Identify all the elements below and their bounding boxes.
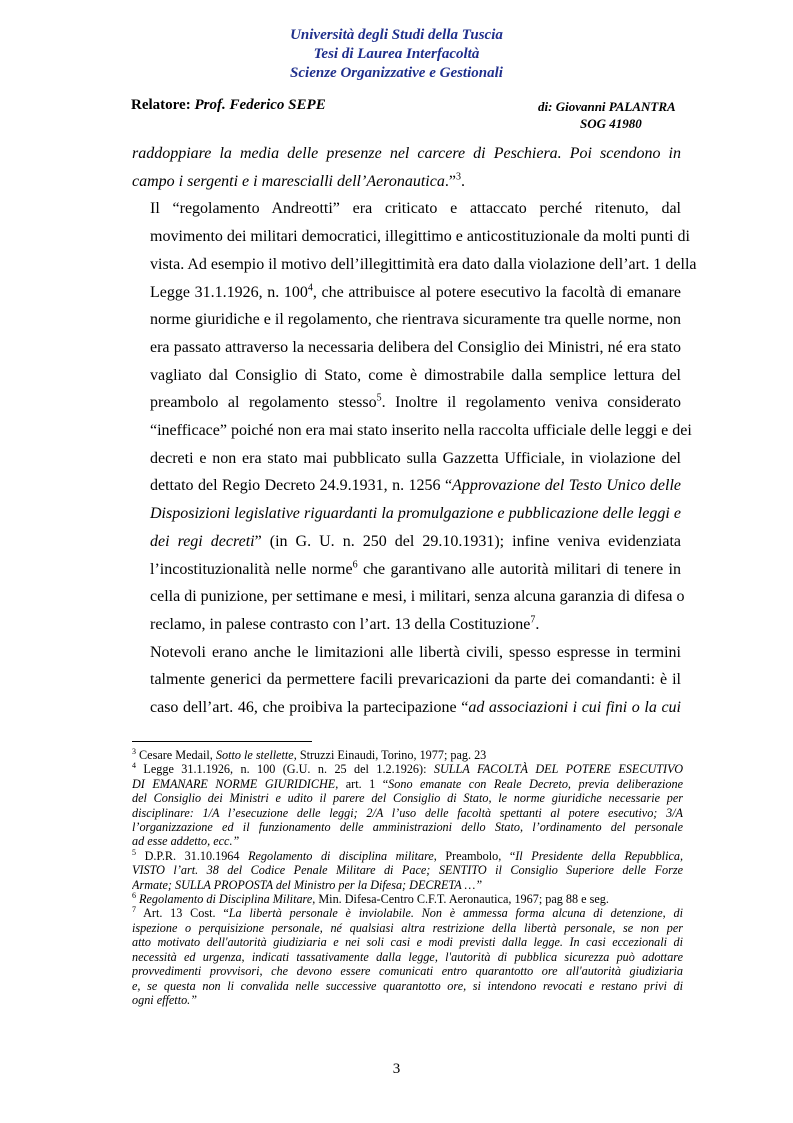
footnote-ref-7: 7 — [530, 614, 536, 626]
page-number: 3 — [392, 1061, 401, 1077]
text-line: Il “regolamento Andreotti” era criticato e attaccato perché ritenuto, dal — [150, 200, 681, 218]
author-block — [538, 98, 676, 132]
author-name: di: Giovanni PALANTRA — [538, 99, 676, 114]
footnote-5: $^5$ D.P.R. 31.10.1964 Regolamento di disciplina militare, Preambolo, “Il Presidente della Repubblica, — [132, 848, 683, 863]
footnote-3: $^3$ Cesare Medail, Sotto le stellette, Struzzi Einaudi, Torino, 1977; pag. 23 — [132, 748, 487, 762]
text-line: caso dell’art. 46, che proibiva la partecipazione “ad associazioni i cui fini o la cui — [150, 699, 681, 717]
text-line: vista. Ad esempio il motivo dell’illegittimità era dato dalla violazione dell’art. 1 della — [150, 255, 697, 273]
text-line: dettato del Regio Decreto 24.9.1931, n. 1256 “Approvazione del Testo Unico delle — [150, 477, 681, 495]
text-line: norme giuridiche e il regolamento, che rientrava sicuramente tra quelle norme, non — [150, 311, 681, 329]
text-line: campo i sergenti e i marescialli dell’Aeronautica — [132, 172, 445, 190]
text-line: preambolo al regolamento stesso$^5$. Inoltre il regolamento veniva considerato — [150, 393, 681, 412]
text-line: Legge 31.1.1926, n. $100^4$, che attribuisce al potere esecutivo la facoltà di emanare — [150, 282, 681, 301]
text-line: movimento dei militari democratici, illegittimo e anticostituzionale da molti punti di — [150, 228, 690, 246]
text-line: l’incostituzionalità nelle norme$^6$ che garantivano alle autorità militari di tenere in — [150, 559, 682, 578]
supervisor-name: Prof. Federico SEPE — [194, 97, 326, 113]
text-line: raddoppiare la media delle presenze nel carcere di Peschiera. Poi scendono in — [132, 145, 681, 162]
footnotes: $^3$ Cesare Medail, Sotto le stellette, Struzzi Einaudi, Torino, 1977; pag. 23 $^4$ Legge 31.1.1926, n. 100 (G.U. n. 25 del 1.2.1926): SULLA FACOLTÀ DEL POTERE ESECUTIVO DI EMANARE NORME GIURIDICHE, art. 1 “Sono emanate con Reale Decreto, previa deliberazione del Consiglio dei Ministri e udito il parere del Consiglio di Stato, le norme giuridiche necessarie per disciplinare: 1/A l’esecuzione delle leggi; 2/A l’uso delle facoltà spettanti al potere esecutivo; 3/A l’organizzazione ed il funzionamento delle amministrazioni dello Stato, l’ordinamento del personale ad esse addetto, ecc.” $^5$ D.P.R. 31.10.1964 Regolamento di disciplina militare, Preambolo, “Il Presidente della Repubblica, VISTO l’art. 38 del Codice Penale Militare di Pace; SENTITO il Consiglio Superiore delle Forze Armate; SULLA PROPOSTA del Ministro per la Difesa; DECRETA …” $^6$ Regolamento di Disciplina Militare, Min. Difesa-Centro C.F.T. Aeronautica, 1967; pag 88 e seg. $^7$ Art. 13 Cost. “La libertà personale è inviolabile. Non è ammessa forma alcuna di detenzione, di ispezione o perquisizione personale, né qualsiasi altra restrizione della libertà personale, se non per atto motivato dell'autorità giudiziaria e nei soli casi e modi previsti dalla legge. In casi eccezionali di necessità ed urgenza, indicati tassativamente dalla legge, l'autorità di pubblica sicurezza può adottare provvedimenti provvisori, che devono essere comunicati entro quarantotto ore all'autorità giudiziaria e, se questa non li convalida nelle successive quarantotto ore, si intendono revocati e restano privi di ogni effetto.” — [132, 748, 683, 1007]
footnote-ref-4: 4 — [307, 282, 313, 294]
paragraph-1: raddoppiare la media delle presenze nel carcere di Peschiera. Poi scendono in campo i sergenti e i marescialli dell’Aeronautica.”$^3$. — [132, 145, 681, 190]
footnote-6: $^6$ Regolamento di Disciplina Militare, Min. Difesa-Centro C.F.T. Aeronautica, 1967; pag 88 e seg. — [132, 892, 609, 907]
author-id: SOG 41980 — [580, 116, 642, 131]
supervisor-label: Relatore: — [131, 97, 191, 113]
footnote-ref-6: 6 — [352, 559, 358, 571]
university-name: Università degli Studi della Tuscia — [290, 27, 503, 43]
paragraph-3 — [132, 639, 681, 722]
text-line: Notevoli erano anche le limitazioni alle libertà civili, spesso espresse in termini — [150, 643, 681, 661]
supervisor — [131, 97, 326, 114]
paragraph-2 — [132, 195, 697, 638]
footnote-ref-5: 5 — [376, 393, 382, 404]
footnote-separator — [132, 741, 312, 742]
text-line: era passato attraverso la necessaria delibera del Consiglio dei Ministri, né era stato — [150, 338, 681, 356]
text-line: decreti e non era stato mai pubblicato sulla Gazzetta Ufficiale, in violazione del — [150, 449, 681, 467]
footnote-ref-3: 3 — [455, 171, 461, 183]
text-line: vagliato dal Consiglio di Stato, come è dimostrabile dalla semplice lettura del — [150, 366, 681, 384]
text-line: reclamo, in palese contrasto con l’art. 13 della Costituzione$^7$. — [150, 614, 540, 633]
text-line: cella di punizione, per settimane e mesi, i militari, senza alcuna garanzia di difesa o — [150, 588, 685, 606]
text-line: talmente generici da permettere facili prevaricazioni da parte dei comandanti: è il — [150, 671, 681, 689]
text-line: dei regi decreti” (in G. U. n. 250 del 29.10.1931); infine veniva evidenziata — [150, 532, 681, 550]
text-line: “inefficace” poiché non era mai stato inserito nella raccolta ufficiale delle leggi e dei — [150, 422, 692, 440]
text-line: Disposizioni legislative riguardanti la promulgazione e pubblicazione delle leggi e — [150, 505, 681, 523]
degree-course: Scienze Organizzative e Gestionali — [290, 65, 503, 81]
footnote-4: $^4$ Legge 31.1.1926, n. 100 (G.U. n. 25 del 1.2.1926): SULLA FACOLTÀ DEL POTERE ESECUTIVO — [132, 762, 683, 777]
thesis-type: Tesi di Laurea Interfacoltà — [313, 46, 480, 62]
main-text — [132, 140, 697, 722]
footnote-7: $^7$ Art. 13 Cost. “La libertà personale è inviolabile. Non è ammessa forma alcuna di detenzione, di — [132, 906, 683, 921]
